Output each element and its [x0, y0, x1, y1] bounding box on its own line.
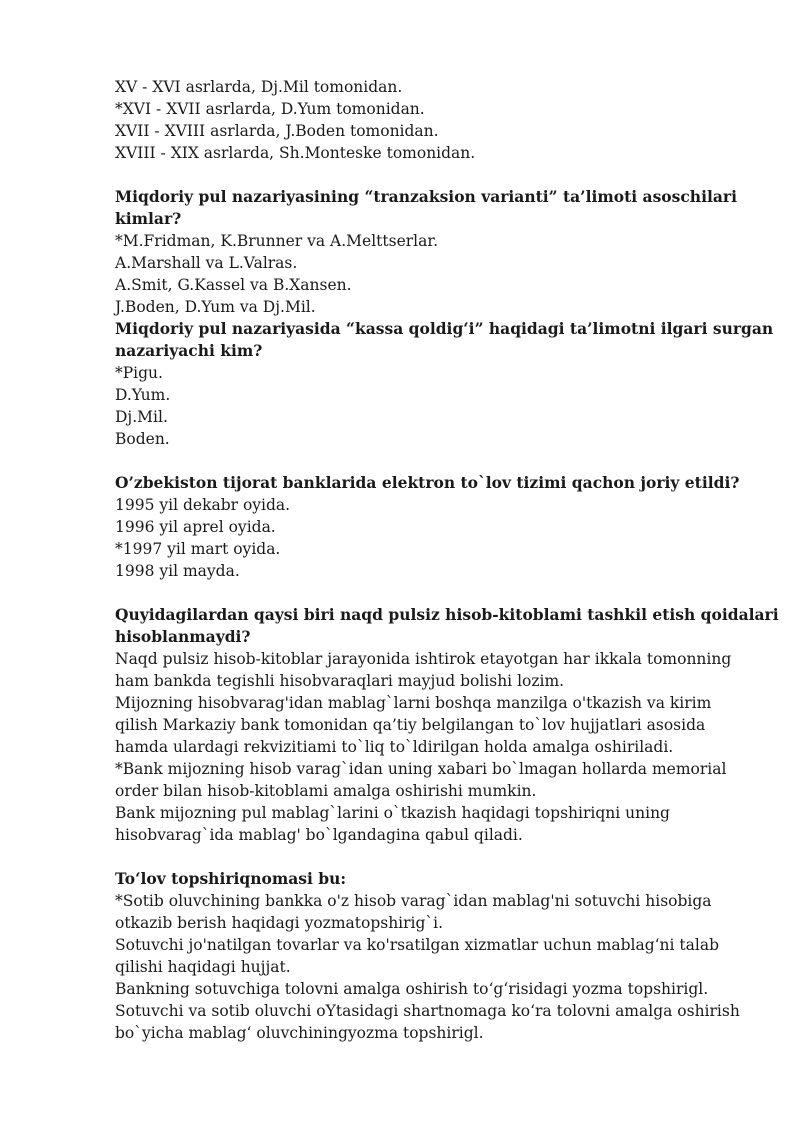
answer-option: hamda ulardagi rekvizitiami to`liq to`ldirilgan holda amalga oshiriladi. [115, 738, 674, 756]
answer-option-correct: *Bank mijozning hisob varag`idan uning xabari bo`lmagan hollarda memorial [115, 760, 727, 778]
answer-option-correct: order bilan hisob-kitoblami amalga oshirishi mumkin. [115, 782, 537, 800]
question-text: Quyidagilardan qaysi biri naqd pulsiz hisob-kitoblami tashkil etish qoidalari [115, 605, 779, 624]
spacer [115, 450, 755, 472]
question-block [115, 472, 755, 582]
answer-option-correct: *M.Fridman, K.Brunner va A.Melttserlar. [115, 232, 439, 250]
question-block [115, 604, 779, 846]
answer-option: bo`yicha mablag‘ oluvchiningyozma topshirigl. [115, 1024, 484, 1042]
question-block [115, 76, 755, 164]
answer-option-correct: otkazib berish haqidagi yozmatopshirig`i. [115, 914, 444, 932]
question-text: To‘lov topshiriqnomasi bu: [115, 869, 347, 888]
question-text: hisoblanmaydi? [115, 627, 251, 646]
question-text: kimlar? [115, 209, 182, 228]
answer-option: XV - XVI asrlarda, Dj.Mil tomonidan. [115, 78, 403, 96]
answer-option: XVII - XVIII asrlarda, J.Boden tomonidan. [115, 122, 439, 140]
question-block [115, 186, 755, 318]
answer-option-correct: *1997 yil mart oyida. [115, 540, 281, 558]
question-text: nazariyachi kim? [115, 341, 263, 360]
answer-option: XVIII - XIX asrlarda, Sh.Monteske tomonidan. [115, 144, 476, 162]
answer-option: Boden. [115, 430, 170, 448]
answer-option: Dj.Mil. [115, 408, 168, 426]
answer-option: Sotuvchi va sotib oluvchi oYtasidagi shartnomaga ko‘ra tolovni amalga oshirish [115, 1002, 740, 1020]
answer-option: qilish Markaziy bank tomonidan qa’tiy belgilangan to`lov hujjatlari asosida [115, 716, 706, 734]
spacer [115, 846, 755, 868]
answer-option: Mijozning hisobvarag'idan mablag`larni boshqa manzilga o'tkazish va kirim [115, 694, 712, 712]
document-page [115, 76, 779, 1044]
answer-option: A.Smit, G.Kassel va B.Xansen. [115, 276, 352, 294]
question-text: Miqdoriy pul nazariyasida “kassa qoldig‘i” haqidagi ta’limotni ilgari surgan [115, 319, 774, 338]
question-text: Miqdoriy pul nazariyasining “tranzaksion varianti” ta’limoti asoschilari [115, 187, 737, 206]
spacer [115, 164, 755, 186]
answer-option-correct: *Sotib oluvchining bankka o'z hisob varag`idan mablag'ni sotuvchi hisobiga [115, 892, 712, 910]
answer-option: 1995 yil dekabr oyida. [115, 496, 291, 514]
question-block [115, 868, 755, 1044]
answer-option: 1998 yil mayda. [115, 562, 240, 580]
question-block [115, 318, 774, 450]
question-text: O’zbekiston tijorat banklarida elektron to`lov tizimi qachon joriy etildi? [115, 473, 740, 492]
answer-option: J.Boden, D.Yum va Dj.Mil. [115, 298, 316, 316]
answer-option-correct: *Pigu. [115, 364, 163, 382]
answer-option-correct: *XVI - XVII asrlarda, D.Yum tomonidan. [115, 100, 425, 118]
answer-option: A.Marshall va L.Valras. [115, 254, 298, 272]
answer-option: Bank mijozning pul mablag`larini o`tkazish haqidagi topshiriqni uning [115, 804, 670, 822]
answer-option: 1996 yil aprel oyida. [115, 518, 276, 536]
answer-option: Bankning sotuvchiga tolovni amalga oshirish to‘g‘risidagi yozma topshirigl. [115, 980, 709, 998]
answer-option: hisobvarag`ida mablag' bo`lgandagina qabul qiladi. [115, 826, 523, 844]
answer-option: qilishi haqidagi hujjat. [115, 958, 291, 976]
answer-option: D.Yum. [115, 386, 171, 404]
answer-option: ham bankda tegishli hisobvaraqlari mayjud bolishi lozim. [115, 672, 565, 690]
answer-option: Sotuvchi jo'natilgan tovarlar va ko'rsatilgan xizmatlar uchun mablag‘ni talab [115, 936, 720, 954]
spacer [115, 582, 755, 604]
answer-option: Naqd pulsiz hisob-kitoblar jarayonida ishtirok etayotgan har ikkala tomonning [115, 650, 732, 668]
